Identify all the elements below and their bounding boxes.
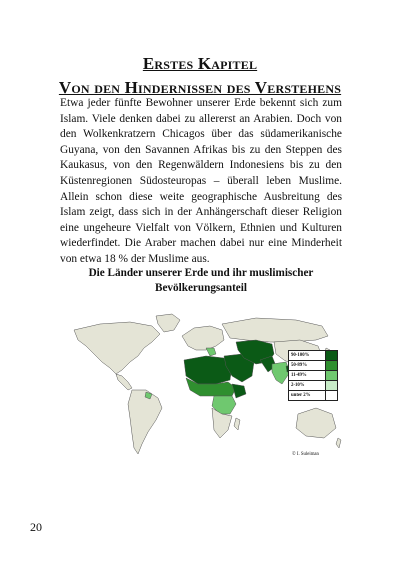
australia [296, 408, 336, 438]
legend-swatch [325, 391, 337, 400]
legend-swatch [325, 371, 337, 380]
legend-row [289, 390, 337, 400]
balkans [206, 348, 216, 356]
legend-label: 50-89% [291, 363, 307, 368]
russia [222, 318, 328, 342]
legend-label: 2-10% [291, 383, 305, 388]
central-america [116, 374, 132, 390]
legend-row [289, 360, 337, 370]
legend-label: 90-100% [291, 353, 310, 358]
legend-row [289, 351, 337, 360]
new-zealand [336, 438, 341, 448]
europe [182, 326, 224, 350]
south-america [128, 390, 162, 454]
horn-of-africa [232, 384, 246, 398]
legend-swatch [325, 361, 337, 370]
greenland [156, 314, 180, 332]
legend-row [289, 370, 337, 380]
legend-swatch [325, 381, 337, 390]
legend-label: unter 2% [291, 393, 311, 398]
world-map-figure [60, 310, 342, 465]
chapter-title-line-2: Von den Hindernissen des Verstehens [58, 78, 342, 97]
chapter-title-line-1: Erstes Kapitel [142, 54, 258, 73]
legend-swatch [325, 351, 337, 360]
chapter-title [30, 52, 370, 100]
legend-row [289, 380, 337, 390]
map-credit: © I. Suleiman [292, 452, 319, 457]
madagascar [234, 418, 240, 430]
body-paragraph: Etwa jeder fünfte Bewohner unserer Erde bekennt sich zum Islam. Viele denken dabei zu allererst an Arabien. Doch von den Wolkenkratzern Chicagos über das südamerikanische Guyana, von den Savannen Afrikas bis zu den Steppen des Kaukasus, von den Regenwäldern Indonesiens bis zu den Küstenregionen Südosteuropas – überall leben Muslime. Allein schon diese weite geographische Ausbreitung des Islam zeigt, dass sich in der Anhängerschaft dieser Religion eine ungeheure Vielfalt von Völkern, Ethnien und Kulturen wiederfindet. Die Araber machen dabei nur eine Minderheit von etwa 18 % der Muslime aus. [60, 97, 342, 265]
page-number: 20 [30, 520, 42, 534]
map-legend [288, 350, 338, 401]
north-america [74, 322, 160, 374]
map-caption: Die Länder unserer Erde und ihr muslimischer Bevölkerungsanteil [88, 267, 314, 294]
legend-label: 11-49% [291, 373, 307, 378]
